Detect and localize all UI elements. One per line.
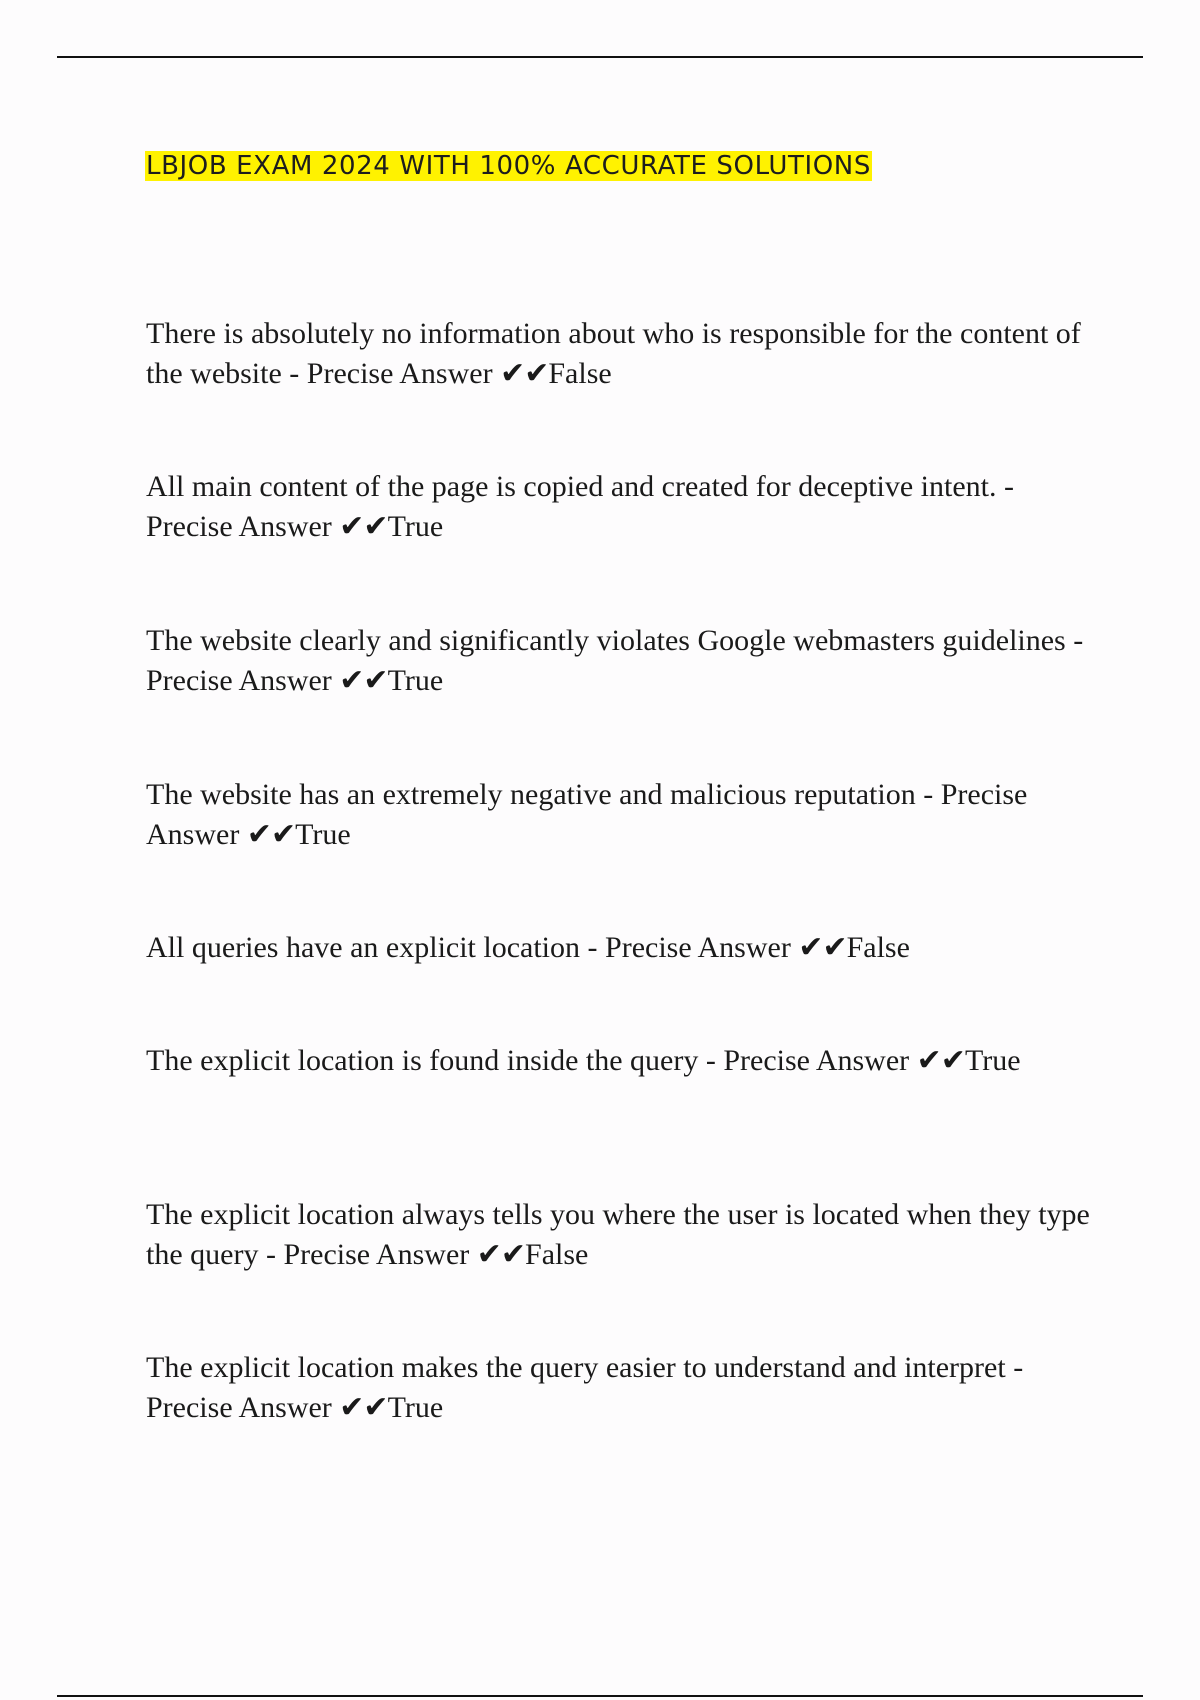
double-check-icon: ✔✔ bbox=[339, 1391, 388, 1424]
qa-item bbox=[146, 621, 1106, 701]
qa-item bbox=[146, 928, 1106, 968]
qa-question: All main content of the page is copied and created for deceptive intent. bbox=[146, 470, 997, 503]
qa-separator: - Precise Answer bbox=[146, 624, 1084, 697]
qa-answer: True bbox=[387, 664, 444, 697]
qa-answer: False bbox=[548, 357, 612, 390]
qa-answer: True bbox=[964, 1044, 1021, 1077]
qa-question: The explicit location makes the query easier to understand and interpret bbox=[146, 1351, 1006, 1384]
qa-item bbox=[146, 314, 1106, 394]
qa-question: There is absolutely no information about who is responsible for the content of the website bbox=[146, 317, 1081, 390]
double-check-icon: ✔✔ bbox=[246, 818, 296, 851]
top-divider bbox=[57, 56, 1143, 58]
qa-question: All queries have an explicit location bbox=[146, 931, 581, 964]
qa-answer: True bbox=[387, 1391, 444, 1424]
qa-question: The website clearly and significantly violates Google webmasters guidelines bbox=[146, 624, 1066, 657]
document-title bbox=[145, 146, 872, 186]
double-check-icon: ✔✔ bbox=[339, 664, 388, 697]
double-check-icon: ✔✔ bbox=[916, 1044, 965, 1077]
double-check-icon: ✔✔ bbox=[798, 931, 847, 964]
qa-question: The website has an extremely negative and malicious reputation bbox=[146, 778, 916, 811]
qa-separator: - Precise Answer bbox=[258, 1238, 477, 1271]
qa-question: The explicit location is found inside the query bbox=[146, 1044, 699, 1077]
qa-separator: - Precise Answer bbox=[698, 1044, 917, 1077]
qa-separator: - Precise Answer bbox=[146, 778, 1028, 851]
qa-answer: True bbox=[295, 818, 351, 851]
qa-item bbox=[146, 775, 1106, 855]
qa-separator: - Precise Answer bbox=[146, 470, 1015, 543]
title-highlight: LBJOB EXAM 2024 WITH 100% ACCURATE SOLUTIONS bbox=[146, 151, 871, 181]
qa-question: The explicit location always tells you where the user is located when they type the query bbox=[146, 1198, 1090, 1271]
double-check-icon: ✔✔ bbox=[339, 510, 388, 543]
qa-item bbox=[146, 1348, 1106, 1428]
qa-answer: True bbox=[387, 510, 444, 543]
double-check-icon: ✔✔ bbox=[476, 1238, 526, 1271]
qa-answer: False bbox=[525, 1238, 589, 1271]
bottom-divider bbox=[57, 1695, 1143, 1697]
qa-separator: - Precise Answer bbox=[580, 931, 799, 964]
qa-answer: False bbox=[846, 931, 910, 964]
qa-item bbox=[146, 1195, 1106, 1275]
qa-separator: - Precise Answer bbox=[146, 1351, 1024, 1424]
qa-item bbox=[146, 467, 1106, 547]
qa-separator: - Precise Answer bbox=[281, 357, 501, 390]
qa-item bbox=[146, 1041, 1106, 1081]
double-check-icon: ✔✔ bbox=[500, 357, 549, 390]
